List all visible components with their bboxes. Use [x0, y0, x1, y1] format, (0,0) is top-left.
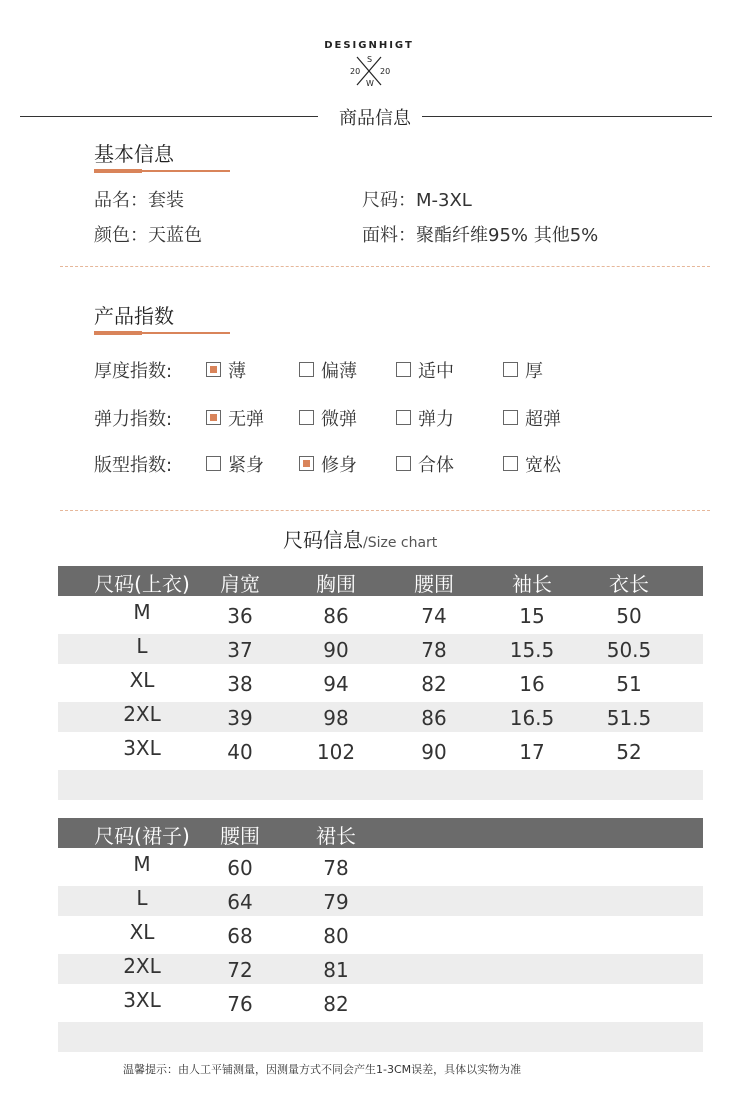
- size-chart-subtitle: /Size chart: [363, 535, 438, 551]
- logo-letter-top: S: [367, 55, 373, 64]
- index-label: 弹力指数:: [94, 409, 173, 430]
- table-cell: 64: [227, 890, 253, 914]
- checkbox-icon[interactable]: [206, 362, 221, 377]
- logo-letter-right: 20: [380, 67, 391, 76]
- table-row: [58, 702, 703, 732]
- measurement-tip: 温馨提示：由人工平铺测量，因测量方式不同会产生1-3CM误差，具体以实物为准: [123, 1063, 522, 1076]
- table-cell: 68: [227, 924, 253, 948]
- table-cell: 60: [227, 856, 253, 880]
- table-cell: 3XL: [123, 988, 161, 1012]
- index-option-label: 合体: [418, 455, 454, 476]
- product-name: 品名：套装: [94, 190, 184, 211]
- table-cell: 39: [227, 706, 253, 730]
- table-row: [58, 668, 703, 698]
- index-option-label: 微弹: [321, 409, 357, 430]
- table-cell: L: [136, 634, 148, 658]
- table-cell: 72: [227, 958, 253, 982]
- brand-logo: [310, 36, 440, 92]
- table-cell: 79: [323, 890, 349, 914]
- table-cell: 86: [323, 604, 349, 628]
- index-label: 版型指数:: [94, 455, 173, 476]
- index-row: [94, 405, 614, 429]
- table-cell: 80: [323, 924, 349, 948]
- table-cell: 86: [421, 706, 447, 730]
- divider-line: [422, 116, 712, 117]
- table-cell: 17: [519, 740, 545, 764]
- table-cell: 2XL: [123, 702, 161, 726]
- index-option-label: 偏薄: [321, 361, 357, 382]
- table-cell: 82: [323, 992, 349, 1016]
- column-header: 腰围: [414, 572, 454, 596]
- table-row: [58, 954, 703, 984]
- table-header: [58, 566, 703, 596]
- column-header: 胸围: [316, 572, 356, 596]
- table-cell: 82: [421, 672, 447, 696]
- table-cell: 102: [316, 740, 356, 764]
- heading-underline: [94, 332, 230, 334]
- table-cell: 74: [421, 604, 447, 628]
- size-chart-title-cn: 尺码信息: [283, 528, 363, 552]
- table-cell: 90: [421, 740, 447, 764]
- checkbox-icon[interactable]: [396, 362, 411, 377]
- table-cell: 37: [227, 638, 253, 662]
- index-row: [94, 451, 614, 475]
- index-label: 厚度指数:: [94, 361, 173, 382]
- section-title-row: [20, 104, 712, 128]
- tops-size-table: [58, 566, 703, 800]
- table-cell: 16.5: [509, 706, 555, 730]
- table-row: [58, 886, 703, 916]
- skirt-size-table: [58, 818, 703, 1052]
- table-footer-row: [58, 770, 703, 800]
- table-row: [58, 600, 703, 630]
- product-fabric: 面料：聚酯纤维95% 其他5%: [362, 225, 599, 246]
- brand-name: DESIGNHIGT: [324, 40, 414, 51]
- product-color: 颜色：天蓝色: [94, 225, 202, 246]
- checkbox-icon[interactable]: [299, 410, 314, 425]
- dashed-divider: [60, 266, 710, 267]
- table-cell: 78: [323, 856, 349, 880]
- checkbox-icon[interactable]: [503, 362, 518, 377]
- column-header: 尺码(裙子): [94, 824, 190, 848]
- index-option-label: 超弹: [525, 409, 561, 430]
- size-chart-title: [283, 524, 437, 553]
- table-cell: 81: [323, 958, 349, 982]
- checkbox-icon[interactable]: [206, 456, 221, 471]
- table-row: [58, 736, 703, 766]
- table-cell: XL: [129, 668, 155, 692]
- index-option-label: 紧身: [228, 455, 264, 476]
- checkbox-icon[interactable]: [396, 410, 411, 425]
- table-cell: 51.5: [606, 706, 652, 730]
- table-row: [58, 634, 703, 664]
- checkbox-icon[interactable]: [206, 410, 221, 425]
- index-option-label: 弹力: [418, 409, 454, 430]
- table-row: [58, 920, 703, 950]
- table-cell: 94: [323, 672, 349, 696]
- checkbox-icon[interactable]: [299, 362, 314, 377]
- table-cell: 2XL: [123, 954, 161, 978]
- table-cell: XL: [129, 920, 155, 944]
- column-header: 肩宽: [220, 572, 260, 596]
- table-cell: 51: [616, 672, 642, 696]
- index-option-label: 无弹: [228, 409, 264, 430]
- table-cell: M: [133, 600, 151, 624]
- index-row: [94, 357, 614, 381]
- column-header: 尺码(上衣): [94, 572, 190, 596]
- index-option-label: 修身: [321, 455, 357, 476]
- table-cell: M: [133, 852, 151, 876]
- table-row: [58, 988, 703, 1018]
- dashed-divider: [60, 510, 710, 511]
- heading-underline: [94, 170, 230, 172]
- table-row: [58, 852, 703, 882]
- table-footer-row: [58, 1022, 703, 1052]
- checkbox-icon[interactable]: [503, 456, 518, 471]
- checkbox-icon[interactable]: [503, 410, 518, 425]
- table-cell: 3XL: [123, 736, 161, 760]
- table-cell: 52: [616, 740, 642, 764]
- index-option-label: 适中: [418, 361, 454, 382]
- table-cell: 15: [519, 604, 545, 628]
- divider-line: [20, 116, 318, 117]
- column-header: 衣长: [609, 572, 649, 596]
- index-option-label: 厚: [525, 361, 543, 382]
- section-title: 商品信息: [339, 108, 411, 129]
- table-cell: 50: [616, 604, 642, 628]
- table-header: [58, 818, 703, 848]
- table-cell: 50.5: [606, 638, 652, 662]
- table-cell: 16: [519, 672, 545, 696]
- product-size: 尺码：M-3XL: [362, 190, 472, 211]
- table-cell: 15.5: [509, 638, 555, 662]
- table-cell: 40: [227, 740, 253, 764]
- table-cell: 38: [227, 672, 253, 696]
- column-header: 裙长: [316, 824, 356, 848]
- table-cell: L: [136, 886, 148, 910]
- column-header: 袖长: [512, 572, 552, 596]
- checkbox-icon[interactable]: [299, 456, 314, 471]
- basic-info-heading: 基本信息: [94, 142, 174, 166]
- table-cell: 90: [323, 638, 349, 662]
- column-header: 腰围: [220, 824, 260, 848]
- logo-letter-left: 20: [350, 67, 361, 76]
- product-index-heading: 产品指数: [94, 304, 174, 328]
- index-option-label: 宽松: [525, 455, 561, 476]
- checkbox-icon[interactable]: [396, 456, 411, 471]
- table-cell: 98: [323, 706, 349, 730]
- logo-letter-bottom: W: [366, 79, 374, 88]
- table-cell: 76: [227, 992, 253, 1016]
- table-cell: 78: [421, 638, 447, 662]
- index-option-label: 薄: [228, 361, 246, 382]
- table-cell: 36: [227, 604, 253, 628]
